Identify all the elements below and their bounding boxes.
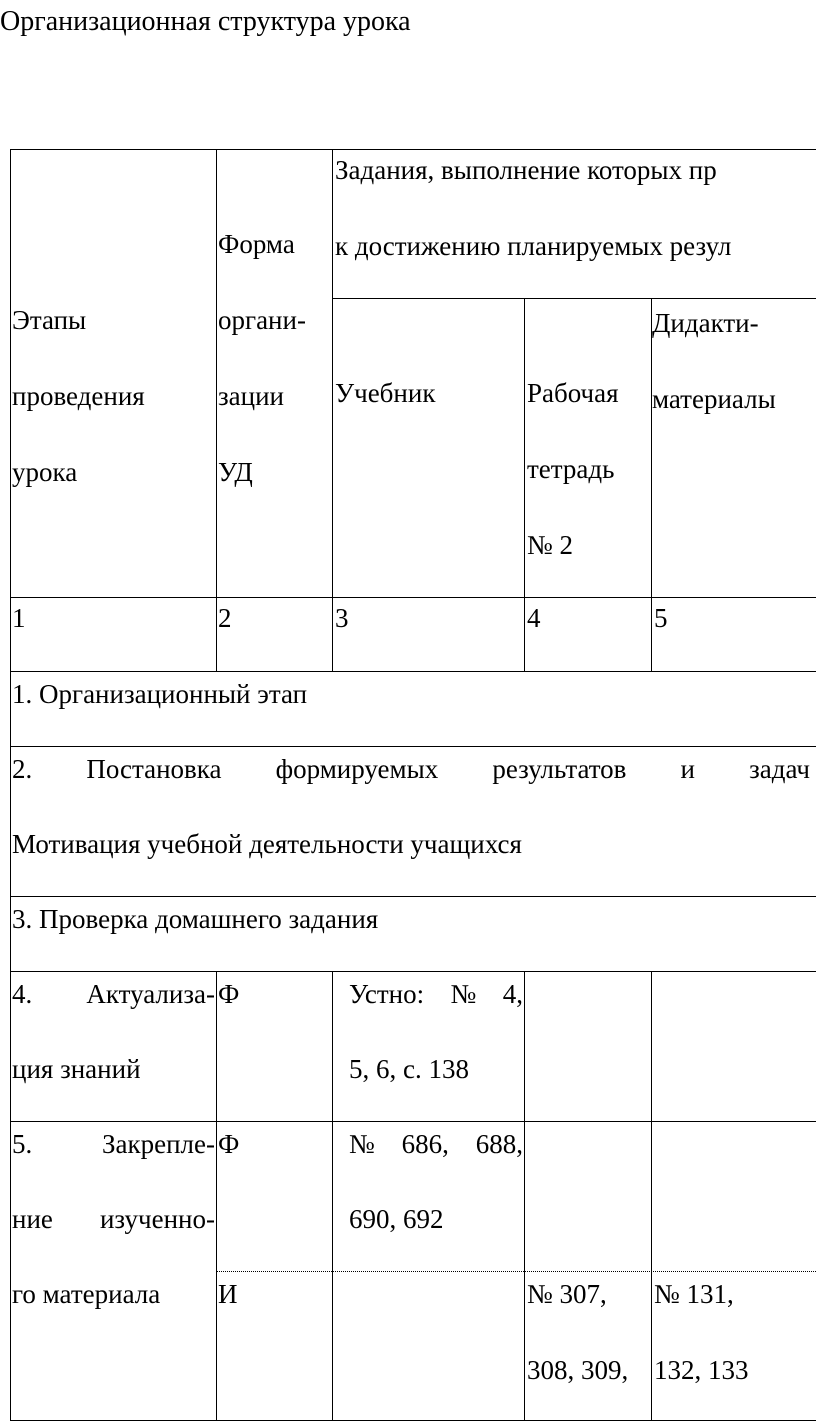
header-form: Форма органи- зации УД: [218, 229, 306, 487]
row5-stage-line1: 5. Закрепле-: [12, 1129, 215, 1159]
row5-textbook-line1: № 686, 688,: [349, 1129, 523, 1159]
stage-1-organizational: 1. Организационный этап: [12, 679, 308, 709]
stage-3-homework-check: 3. Проверка домашнего задания: [12, 904, 379, 934]
row4-form: Ф: [218, 979, 240, 1009]
stage-2-line1: 2. Постановка формируемых результатов и задач: [12, 754, 810, 784]
column-number-3: 3: [335, 603, 349, 633]
column-number-4: 4: [527, 603, 541, 633]
table-border-header-bottom: [10, 597, 816, 598]
table-divider-col2-header: [216, 149, 217, 672]
row5-stage-line3: го материала: [12, 1279, 161, 1309]
row4-stage-line1: 4. Актуализа-: [12, 979, 215, 1009]
column-number-2: 2: [218, 603, 232, 633]
stage-2-line2: Мотивация учебной деятельности учащихся: [12, 829, 522, 859]
row5-didactic: № 131, 132, 133: [654, 1279, 749, 1385]
table-border-left: [10, 149, 11, 1421]
column-number-5: 5: [654, 603, 668, 633]
table-divider-col4-body: [524, 971, 525, 1421]
header-workbook: Рабочая тетрадь № 2: [527, 378, 619, 560]
column-number-1: 1: [12, 603, 26, 633]
table-divider-col4-header: [524, 298, 525, 672]
row5-workbook: № 307, 308, 309,: [527, 1279, 629, 1385]
row5-form-frontal: Ф: [218, 1129, 240, 1159]
table-divider-col5-body: [651, 971, 652, 1421]
row5-form-individual: И: [218, 1279, 238, 1309]
page-title: Организационная структура урока: [0, 6, 411, 37]
header-stages: Этапы проведения урока: [12, 305, 145, 487]
table-divider-col2-body: [216, 971, 217, 1421]
row4-stage-line2: ция знаний: [12, 1054, 141, 1084]
header-textbook: Учебник: [335, 378, 436, 408]
header-didactic: Дидакти- материалы: [652, 308, 776, 414]
row4-textbook-line1: Устно: № 4,: [349, 979, 523, 1009]
row5-textbook-line2: 690, 692: [349, 1204, 444, 1234]
row5-stage-line2: ние изученно-: [12, 1204, 215, 1234]
table-divider-col3-body: [332, 971, 333, 1421]
row4-textbook-line2: 5, 6, с. 138: [349, 1054, 469, 1084]
table-border-bottom: [10, 1420, 816, 1421]
table-divider-col3-header: [332, 149, 333, 672]
header-tasks-group: Задания, выполнение которых пр к достижению планируемых резул: [335, 155, 732, 261]
